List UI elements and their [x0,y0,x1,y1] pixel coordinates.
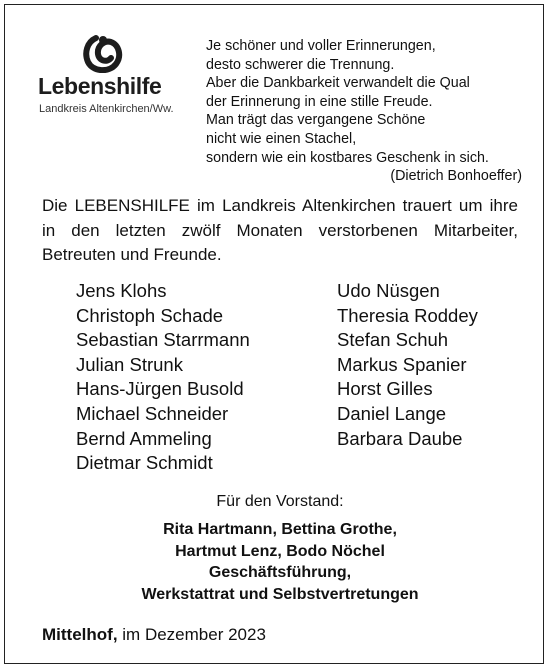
intro-text: Die LEBENSHILFE im Landkreis Altenkirchen trauert um ihre in den letzten zwölf Monaten verstorbenen Mitarbeiter, Betreuten und Freunde. [42,196,518,264]
deceased-name: Bernd Ammeling [76,427,212,449]
deceased-name: Jens Klohs [76,280,167,301]
deceased-name: Hans-Jürgen Busold [76,378,244,400]
deceased-name: Barbara Daube [337,427,463,449]
deceased-name: Stefan Schuh [337,329,449,351]
deceased-name: Michael Schneider [76,402,229,424]
deceased-name: Daniel Lange [337,402,447,424]
place-name: Mittelhof, [42,625,118,644]
deceased-name: Horst Gilles [337,378,433,400]
deceased-name: Markus Spanier [337,353,467,375]
poem-line: Man trägt das vergangene Schöne [206,112,426,129]
notice-date: im Dezember 2023 [122,625,266,644]
names-column-right [337,279,478,451]
poem-line: der Erinnerung in eine stille Freude. [206,93,433,110]
signatory-line: Werkstattrat und Selbstvertretungen [141,586,419,604]
logo-wordmark: Lebenshilfe [38,73,162,99]
deceased-name: Sebastian Starrmann [76,329,250,351]
deceased-name: Christoph Schade [76,304,224,326]
deceased-name: Julian Strunk [76,353,183,375]
signatory-line: Rita Hartmann, Bettina Grothe, [163,521,397,538]
poem-line: sondern wie ein kostbares Geschenk in sich. [206,149,489,166]
signatory-line: Geschäftsführung, [208,564,352,582]
deceased-name: Udo Nüsgen [337,280,440,301]
poem-line: nicht wie einen Stachel, [206,130,357,147]
poem-line: Aber die Dankbarkeit verwandelt die Qual [206,75,470,92]
poem-author: (Dietrich Bonhoeffer) [390,168,522,185]
names-column-left [76,279,250,476]
board-signatories [5,519,550,606]
lebenshilfe-emblem-icon [83,35,123,73]
logo-subtitle: Landkreis Altenkirchen/Ww. [39,103,174,115]
board-label: Für den Vorstand: [216,493,344,510]
lebenshilfe-logo [38,35,188,120]
poem-line: Je schöner und voller Erinnerungen, [206,38,436,54]
signatory-line: Hartmut Lenz, Bodo Nöchel [175,542,385,560]
deceased-name: Theresia Roddey [337,304,478,326]
poem-line: desto schwerer die Trennung. [206,56,395,73]
place-date-line [42,625,266,645]
poem-quote [206,37,526,186]
obituary-notice [4,4,544,664]
deceased-name: Dietmar Schmidt [76,452,213,474]
